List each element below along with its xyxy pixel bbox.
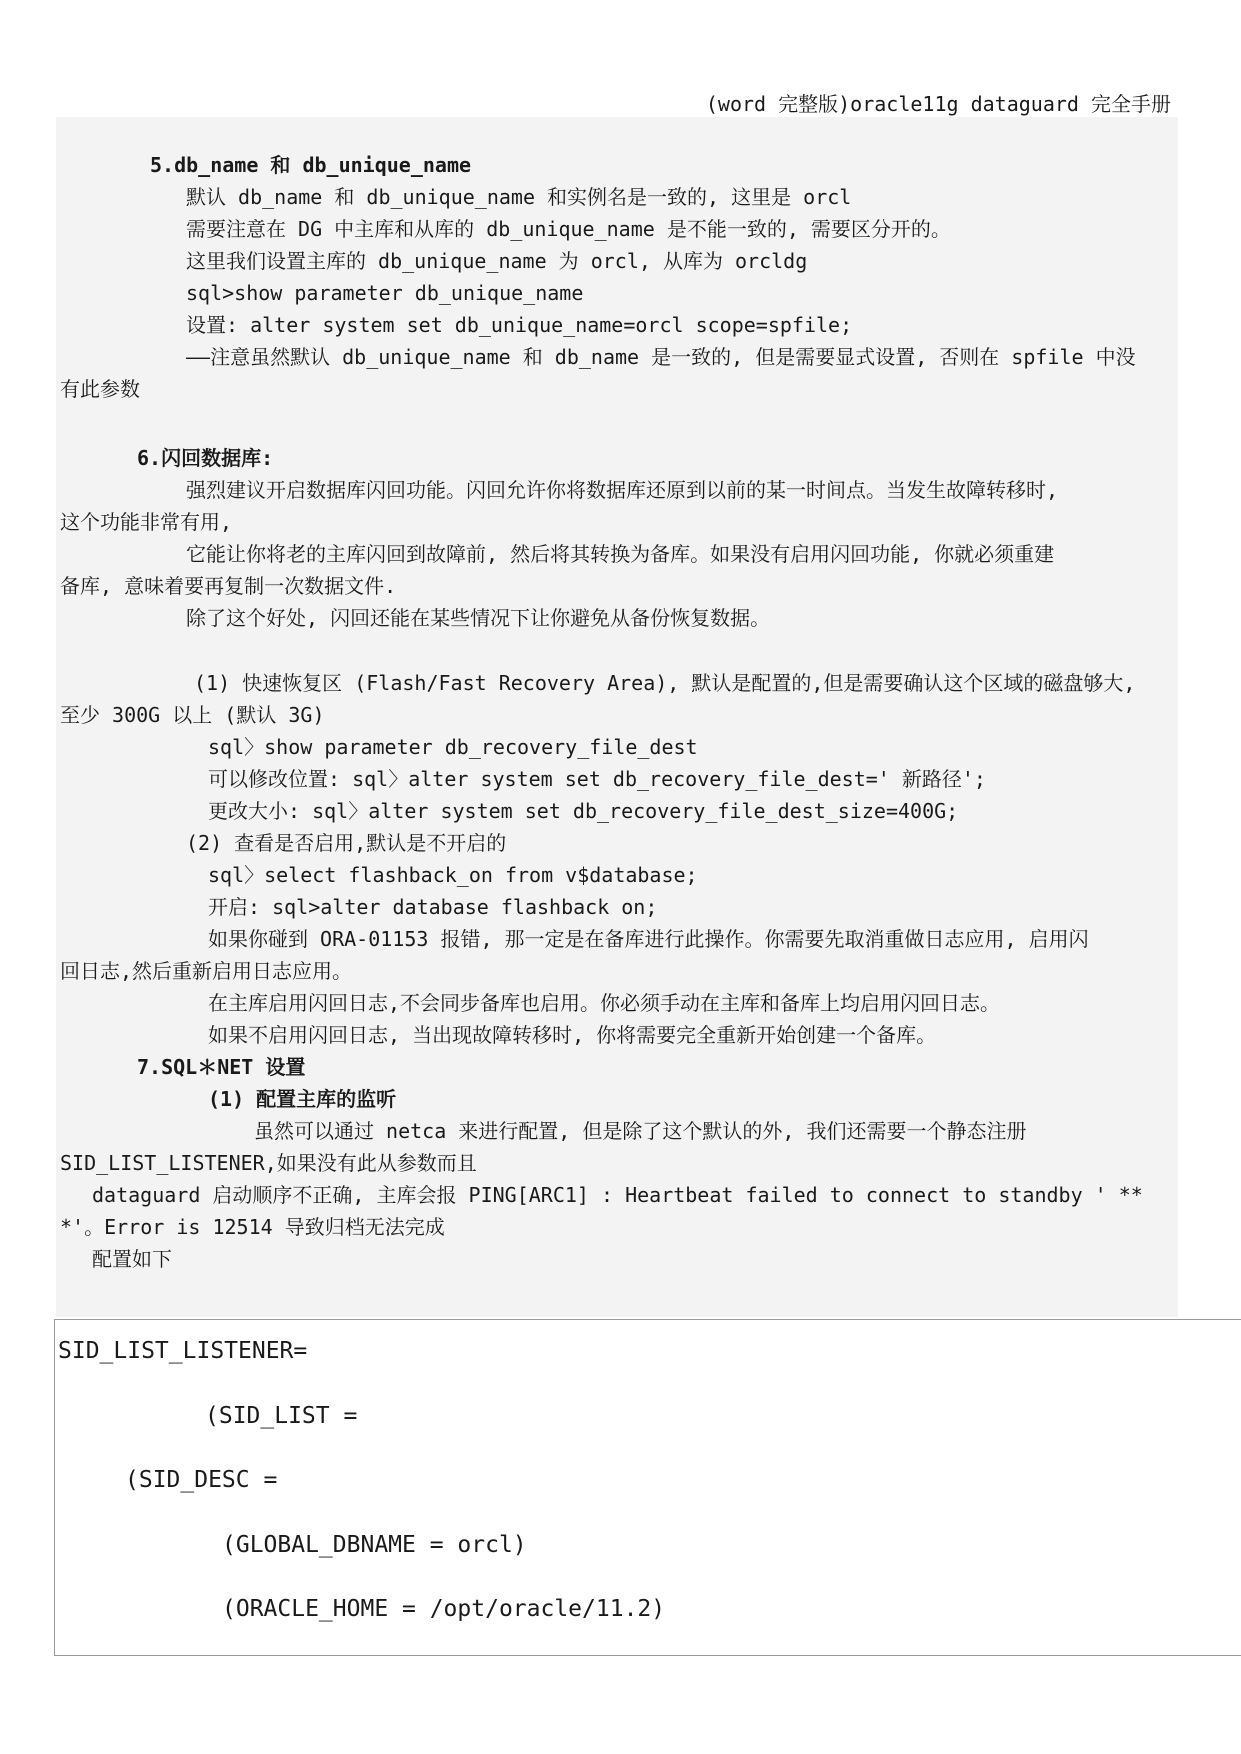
- sql-command-line: 设置: alter system set db_unique_name=orcl scope=spfile;: [186, 313, 853, 337]
- paragraph-line: 如果不启用闪回日志, 当出现故障转移时, 你将需要完全重新开始创建一个备库。: [208, 1023, 937, 1047]
- section-heading-5: 5.db_name 和 db_unique_name: [150, 153, 472, 177]
- paragraph-line: 默认 db_name 和 db_unique_name 和实例名是一致的, 这里是 orcl: [186, 185, 852, 209]
- paragraph-line: 在主库启用闪回日志,不会同步备库也启用。你必须手动在主库和备库上均启用闪回日志。: [208, 991, 1001, 1015]
- paragraph-line: 这个功能非常有用,: [60, 510, 233, 534]
- paragraph-line: 除了这个好处, 闪回还能在某些情况下让你避免从备份恢复数据。: [186, 606, 771, 630]
- sql-command-line: sql〉show parameter db_recovery_file_dest: [208, 735, 698, 759]
- sql-command-line: sql>show parameter db_unique_name: [186, 281, 584, 305]
- paragraph-line: 回日志,然后重新启用日志应用。: [60, 959, 353, 983]
- code-line: (ORACLE_HOME = /opt/oracle/11.2): [222, 1596, 666, 1622]
- paragraph-line: dataguard 启动顺序不正确, 主库会报 PING[ARC1] : Heartbeat failed to connect to standby ' **: [92, 1183, 1143, 1207]
- paragraph-line: 强烈建议开启数据库闪回功能。闪回允许你将数据库还原到以前的某一时间点。当发生故障转移时,: [186, 478, 1059, 502]
- paragraph-line: SID_LIST_LISTENER,如果没有此从参数而且: [60, 1151, 477, 1175]
- paragraph-line: (2) 查看是否启用,默认是不开启的: [186, 831, 507, 855]
- paragraph-line: ——注意虽然默认 db_unique_name 和 db_name 是一致的, 但是需要显式设置, 否则在 spfile 中没: [186, 345, 1136, 369]
- paragraph-line: 有此参数: [60, 377, 140, 401]
- code-line: (SID_LIST =: [205, 1403, 358, 1429]
- paragraph-line: 虽然可以通过 netca 来进行配置, 但是除了这个默认的外, 我们还需要一个静态注册: [254, 1119, 1027, 1143]
- paragraph-line: 如果你碰到 ORA-01153 报错, 那一定是在备库进行此操作。你需要先取消重做日志应用, 启用闪: [208, 927, 1089, 951]
- paragraph-line: 它能让你将老的主库闪回到故障前, 然后将其转换为备库。如果没有启用闪回功能, 你就必须重建: [186, 542, 1055, 566]
- sql-command-line: 更改大小: sql〉alter system set db_recovery_file_dest_size=400G;: [208, 799, 959, 823]
- code-line: (SID_DESC =: [125, 1467, 278, 1493]
- paragraph-line: 这里我们设置主库的 db_unique_name 为 orcl, 从库为 orcldg: [186, 249, 808, 273]
- paragraph-line: 需要注意在 DG 中主库和从库的 db_unique_name 是不能一致的, 需要区分开的。: [186, 217, 951, 241]
- page-header: (word 完整版)oracle11g dataguard 完全手册: [705, 92, 1171, 116]
- sql-command-line: 开启: sql>alter database flashback on;: [208, 895, 658, 919]
- paragraph-line: 至少 300G 以上 (默认 3G): [60, 703, 325, 727]
- subsection-heading: (1) 配置主库的监听: [208, 1087, 397, 1111]
- section-heading-6: 6.闪回数据库:: [137, 446, 274, 470]
- paragraph-line: 备库, 意味着要再复制一次数据文件.: [60, 574, 397, 598]
- section-heading-7: 7.SQL＊NET 设置: [137, 1055, 306, 1079]
- paragraph-line: *'。Error is 12514 导致归档无法完成: [60, 1215, 445, 1239]
- sql-command-line: 可以修改位置: sql〉alter system set db_recovery_file_dest=' 新路径';: [208, 767, 986, 791]
- sql-command-line: sql〉select flashback_on from v$database;: [208, 863, 698, 887]
- code-line: SID_LIST_LISTENER=: [58, 1338, 308, 1364]
- code-line: (GLOBAL_DBNAME = orcl): [222, 1532, 527, 1558]
- paragraph-line: 配置如下: [92, 1247, 172, 1271]
- paragraph-line: (1) 快速恢复区 (Flash/Fast Recovery Area), 默认是配置的,但是需要确认这个区域的磁盘够大,: [194, 671, 1136, 695]
